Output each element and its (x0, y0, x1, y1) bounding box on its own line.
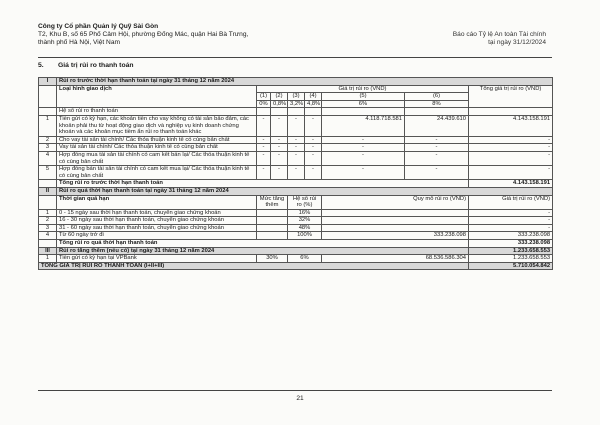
row-description: Cho vay tài sản tài chính/ Các thỏa thuận kinh tế có cùng bản chất (57, 136, 257, 144)
col-num-1: (1) (257, 93, 271, 101)
table-row: 2 Cho vay tài sản tài chính/ Các thỏa thuận kinh tế có cùng bản chất - - - - - - - (39, 136, 553, 144)
company-header (38, 23, 248, 48)
col-num-6: (6) (405, 93, 469, 101)
col-coef: Hệ số rủi ro (%) (288, 195, 322, 209)
part1-total-label: Tổng rủi ro trước thời hạn thanh toán (57, 180, 469, 188)
section-title: Giá trị rủi ro thanh toán (58, 62, 134, 69)
col-num-4: (4) (305, 93, 322, 101)
part1-column-header-row (39, 85, 553, 93)
table-row: 1 Tiền gửi có kỳ hạn, các khoản tiền cho vay không có tài sản bảo đảm, các khoản phải thu từ hoạt động giao dịch và nghiệp vụ kinh doanh chứng khoán và các khoản mục tiềm ẩn rủi ro thanh toán khác - - - - 4.118.718.581 24.439.610 4.143.158.191 (39, 115, 553, 136)
table-row: 1 Tiền gửi có kỳ hạn tại VPBank 30% 6% 68.536.586.304 1.233.658.553 (39, 255, 553, 263)
row-description: Hợp đồng mua tài sản tài chính có cam kết bán lại/ Các thỏa thuận kinh tế có cùng bản chất (57, 151, 257, 165)
part1-roman: I (39, 78, 57, 86)
col-pct-2: 0,8% (271, 100, 288, 108)
col-pct-4: 4,8% (305, 100, 322, 108)
table-row: 1 0 - 15 ngày sau thời hạn thanh toán, chuyển giao chứng khoán 16% - (39, 209, 553, 217)
company-address-line2: thành phố Hà Nội, Việt Nam (38, 39, 120, 47)
table-row: 4 Từ 60 ngày trở đi 100% 333.238.098 333.238.098 (39, 232, 553, 240)
col-pct-6: 8% (405, 100, 469, 108)
row-description: 16 - 30 ngày sau thời hạn thanh toán, chuyển giao chứng khoán (57, 217, 257, 225)
col-exposure: Quy mô rủi ro (VND) (322, 195, 469, 209)
section-heading (38, 62, 134, 69)
table-row: 5 Hợp đồng bán tài sản tài chính có cam kết mua lại/ Các thỏa thuận kinh tế có cùng bản chất - - - - - - - (39, 166, 553, 180)
col-overdue-time: Thời gian quá hạn (57, 195, 257, 209)
row-description: 0 - 15 ngày sau thời hạn thanh toán, chuyển giao chứng khoán (57, 209, 257, 217)
col-pct-3: 3,2% (288, 100, 305, 108)
part2-title: Rủi ro quá thời hạn thanh toán tại ngày 31 tháng 12 năm 2024 (57, 187, 553, 195)
part1-total-row (39, 180, 553, 188)
row-description: Tiền gửi có kỳ hạn tại VPBank (57, 255, 257, 263)
col-num-2: (2) (271, 93, 288, 101)
part2-total-label: Tổng rủi ro quá thời hạn thanh toán (57, 240, 469, 248)
grand-total-label: TỔNG GIÁ TRỊ RỦI RO THANH TOÁN (I+II+III) (39, 262, 469, 270)
row-description: Từ 60 ngày trở đi (57, 232, 257, 240)
footer-divider (38, 390, 552, 391)
table-row: 3 Vay tài sản tài chính/ Các thỏa thuận kinh tế có cùng bản chất - - - - - - - (39, 144, 553, 152)
grand-total-row (39, 262, 553, 270)
report-header (453, 31, 546, 47)
row-description: Vay tài sản tài chính/ Các thỏa thuận kinh tế có cùng bản chất (57, 144, 257, 152)
part2-title-row (39, 187, 553, 195)
col-risk-value: Giá trị rủi ro (VND) (257, 85, 469, 93)
company-address-line1: T2, Khu B, số 65 Phố Cảm Hội, phường Đống Mác, quận Hai Bà Trưng, (38, 31, 249, 39)
part1-total-value: 4.143.158.191 (469, 180, 553, 188)
col-increase: Mức tăng thêm (257, 195, 288, 209)
row-description: Hợp đồng bán tài sản tài chính có cam kết mua lại/ Các thỏa thuận kinh tế có cùng bản chất (57, 166, 257, 180)
col-pct-1: 0% (257, 100, 271, 108)
row-description: Tiền gửi có kỳ hạn, các khoản tiền cho vay không có tài sản bảo đảm, các khoản phải thu từ hoạt động giao dịch và nghiệp vụ kinh doanh chứng khoán và các khoản mục tiềm ẩn rủi ro thanh toán khác (57, 115, 257, 136)
part2-total-value: 333.238.098 (469, 240, 553, 248)
table-row: 2 16 - 30 ngày sau thời hạn thanh toán, chuyển giao chứng khoán 32% - (39, 217, 553, 225)
col-num-5: (5) (322, 93, 405, 101)
settlement-risk-table (38, 77, 553, 270)
part2-total-row (39, 240, 553, 248)
part1-title-row (39, 78, 553, 86)
page-number: 21 (296, 395, 304, 402)
part1-title: Rủi ro trước thời hạn thanh toán tại ngày 31 tháng 12 năm 2024 (57, 78, 553, 86)
grand-total-value: 5.710.054.842 (469, 262, 553, 270)
col-transaction-type: Loại hình giao dịch (57, 85, 257, 108)
company-name: Công ty Cổ phần Quản lý Quỹ Sài Gòn (38, 23, 159, 30)
part1-coef-row (39, 108, 553, 116)
section-number: 5. (38, 62, 44, 69)
part3-title-value: 1.233.658.553 (469, 247, 553, 255)
header-divider (38, 57, 552, 58)
col-pct-5: 6% (322, 100, 405, 108)
part3-roman: III (39, 247, 57, 255)
part3-title-row (39, 247, 553, 255)
part3-title: Rủi ro tăng thêm (nếu có) tại ngày 31 tháng 12 năm 2024 (57, 247, 469, 255)
row-description: 31 - 60 ngày sau thời hạn thanh toán, chuyển giao chứng khoán (57, 224, 257, 232)
col-risk-value-2: Giá trị rủi ro (VND) (469, 195, 553, 209)
part2-roman: II (39, 187, 57, 195)
table-row: 3 31 - 60 ngày sau thời hạn thanh toán, chuyển giao chứng khoán 48% - (39, 224, 553, 232)
report-title: Báo cáo Tỷ lệ An toàn Tài chính (452, 31, 546, 38)
coef-label: Hệ số rủi ro thanh toán (57, 108, 257, 116)
part2-column-header-row (39, 195, 553, 209)
col-total-risk: Tổng giá trị rủi ro (VND) (469, 85, 553, 108)
report-date: tại ngày 31/12/2024 (488, 39, 546, 47)
col-num-3: (3) (288, 93, 305, 101)
table-row: 4 Hợp đồng mua tài sản tài chính có cam kết bán lại/ Các thỏa thuận kinh tế có cùng bản chất - - - - - - - (39, 151, 553, 165)
